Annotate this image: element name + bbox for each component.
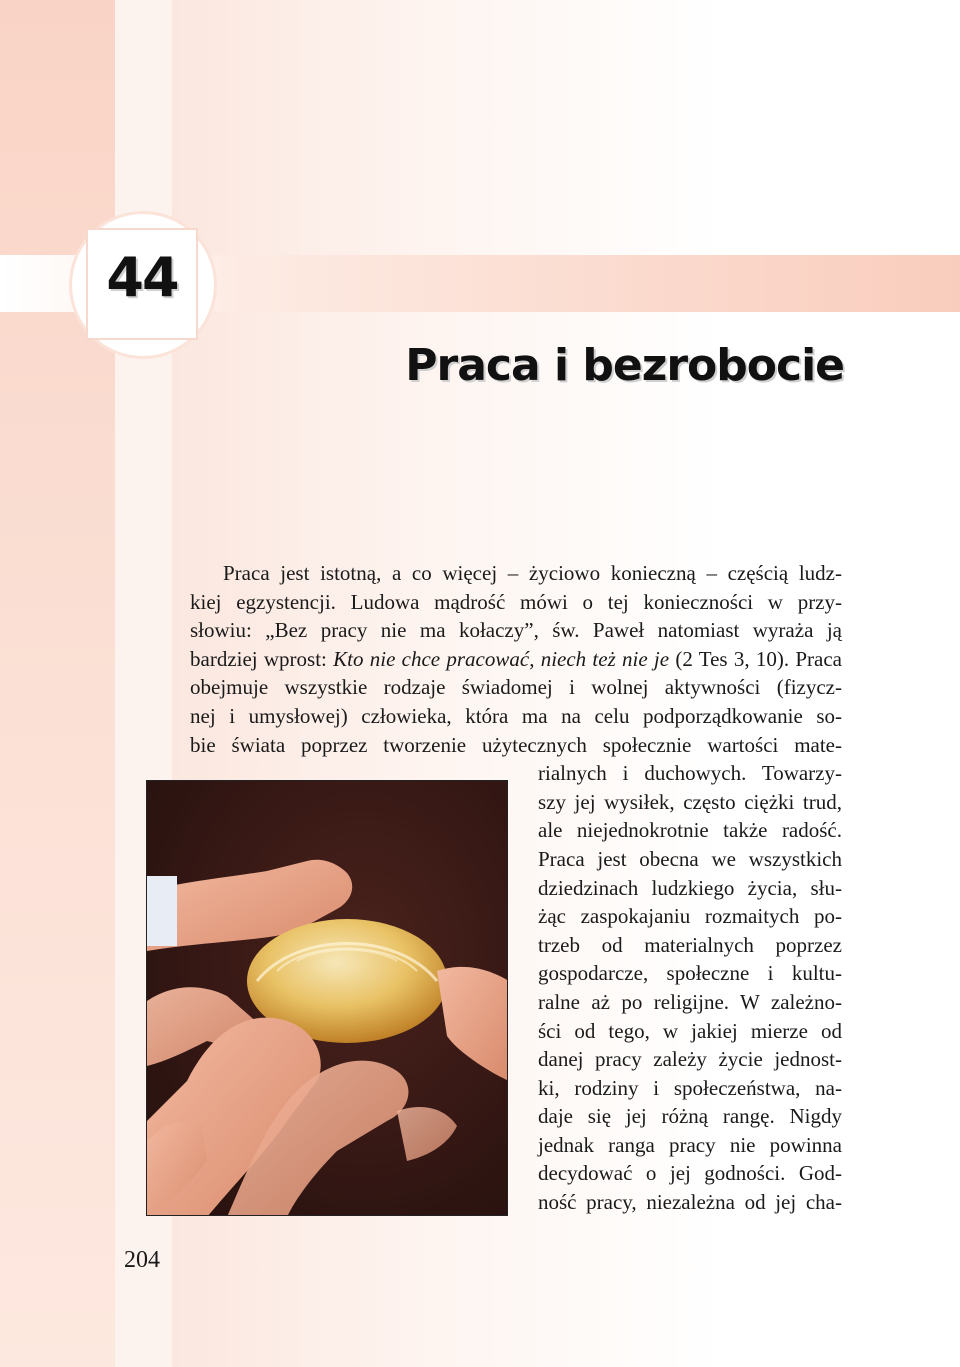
chapter-number: 44: [106, 246, 178, 309]
body-line: obejmuje wszystkie rodzaje świadomej i wolnej aktywności (fizycz-: [190, 675, 842, 700]
body-line: bie świata poprzez tworzenie użytecznych społecznie wartości mate-: [190, 732, 842, 757]
body-line: jednak ranga pracy nie powinna: [538, 1132, 842, 1157]
body-line: słowiu: „Bez pracy nie ma kołaczy”, św. Paweł natomiast wyraża ją: [190, 618, 842, 643]
body-line: ność pracy, niezależna od jej cha-: [538, 1190, 842, 1215]
body-line: kiej egzystencji. Ludowa mądrość mówi o tej konieczności w przy-: [190, 589, 842, 614]
page-number: 204: [124, 1247, 160, 1273]
body-line: ale niejednokrotnie także radość.: [538, 818, 842, 843]
body-line: daje się jej różną rangę. Nigdy: [538, 1104, 842, 1129]
body-line: gospodarcze, społeczne i kultu-: [538, 961, 842, 986]
body-line: danej pracy zależy życie jednost-: [538, 1047, 842, 1072]
body-line: decydować o jej godności. God-: [538, 1161, 842, 1186]
body-line: ralne aż po religijne. W zależno-: [538, 989, 842, 1014]
body-line: [190, 645, 842, 674]
scripture-reference: (2 Tes 3, 10). Praca: [669, 646, 842, 671]
chapter-title: Praca i bezrobocie: [405, 340, 844, 391]
left-decor-stripe: [0, 0, 115, 1367]
photo-hands-bread: [146, 780, 508, 1216]
body-line: trzeb od materialnych poprzez: [538, 932, 842, 957]
body-line: szy jej wysiłek, często ciężki trud,: [538, 789, 842, 814]
body-line: Praca jest obecna we wszystkich: [538, 846, 842, 871]
body-line: nej i umysłowej) człowieka, która ma na celu podporządkowanie so-: [190, 703, 842, 728]
body-line: ści od tego, w jakiej mierze od: [538, 1018, 842, 1043]
body-line: dziedzinach ludzkiego życia, słu-: [538, 875, 842, 900]
body-line: żąc zaspokajaniu rozmaitych po-: [538, 904, 842, 929]
body-line-part: bardziej wprost:: [190, 646, 334, 671]
hands-bread-illustration: [147, 781, 508, 1216]
scripture-quote: Kto nie chce pracować, niech też nie je: [333, 646, 670, 671]
body-line: Praca jest istotną, a co więcej – życiowo konieczną – częścią ludz-: [223, 561, 842, 585]
body-line: ki, rodziny i społeczeństwa, na-: [538, 1075, 842, 1100]
body-line: rialnych i duchowych. Towarzy-: [538, 761, 842, 786]
